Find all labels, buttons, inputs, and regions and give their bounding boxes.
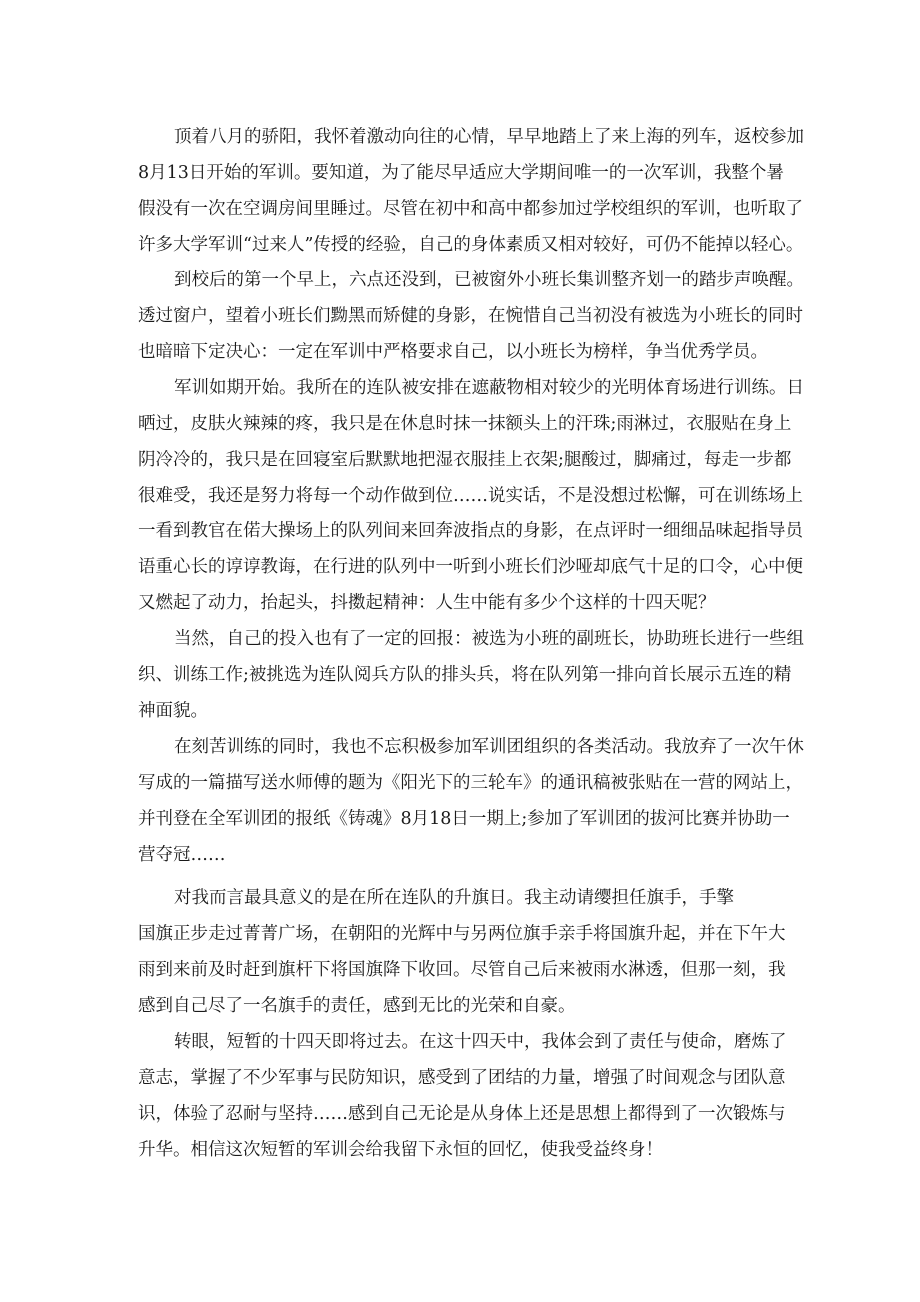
text-line: 写成的一篇描写送水师傅的题为《阳光下的三轮车》的通讯稿被张贴在一营的网站上， — [138, 773, 803, 793]
text-line: 意志，掌握了不少军事与民防知识，感受到了团结的力量，增强了时间观念与团队意 — [138, 1068, 786, 1088]
text-line: 对我而言最具意义的是在所在连队的升旗日。我主动请缨担任旗手，手擎 — [174, 888, 734, 908]
text-line: 阴冷冷的，我只是在回寝室后默默地把湿衣服挂上衣架;腿酸过，脚痛过，每走一步都 — [138, 450, 792, 470]
text-line: 织、训练工作;被挑选为连队阅兵方队的排头兵，将在队列第一排向首长展示五连的精 — [138, 665, 792, 685]
text-line: 8月13日开始的军训。要知道，为了能尽早适应大学期间唯一的一次军训，我整个暑 — [138, 163, 784, 183]
text-line: 转眼，短暂的十四天即将过去。在这十四天中，我体会到了责任与使命，磨炼了 — [174, 1032, 787, 1052]
text-line: 识，体验了忍耐与坚持……感到自己无论是从身体上还是思想上都得到了一次锻炼与 — [138, 1104, 786, 1124]
text-line: 到校后的第一个早上，六点还没到，已被窗外小班长集训整齐划一的踏步声唤醒。 — [174, 270, 804, 290]
text-line: 升华。相信这次短暂的军训会给我留下永恒的回忆，使我受益终身！ — [138, 1140, 663, 1160]
text-line: 一看到教官在偌大操场上的队列间来回奔波指点的身影，在点评时一细细品味起指导员 — [138, 521, 803, 541]
text-line: 很难受，我还是努力将每一个动作做到位……说实话，不是没想过松懈，可在训练场上 — [138, 486, 803, 506]
text-line: 军训如期开始。我所在的连队被安排在遮蔽物相对较少的光明体育场进行训练。日 — [174, 378, 804, 398]
text-line: 透过窗户，望着小班长们黝黑而矫健的身影，在惋惜自己当初没有被选为小班长的同时 — [138, 306, 803, 326]
text-line: 神面貌。 — [138, 701, 208, 721]
text-line: 国旗正步走过菁菁广场，在朝阳的光辉中与另两位旗手亲手将国旗升起，并在下午大 — [138, 924, 786, 944]
text-line: 晒过，皮肤火辣辣的疼，我只是在休息时抹一抹额头上的汗珠;雨淋过，衣服贴在身上 — [138, 414, 792, 434]
text-line: 假没有一次在空调房间里睡过。尽管在初中和高中都参加过学校组织的军训，也听取了 — [138, 199, 803, 219]
text-line: 并刊登在全军训团的报纸《铸魂》8月18日一期上;参加了军训团的拔河比赛并协助一 — [138, 809, 790, 829]
text-line: 顶着八月的骄阳，我怀着激动向往的心情，早早地踏上了来上海的列车，返校参加 — [174, 127, 804, 147]
text-line: 雨到来前及时赶到旗杆下将国旗降下收回。尽管自己后来被雨水淋透，但那一刻，我 — [138, 960, 786, 980]
text-line: 语重心长的谆谆教诲，在行进的队列中一听到小班长们沙哑却底气十足的口令，心中便 — [138, 557, 803, 577]
text-line: 当然，自己的投入也有了一定的回报：被选为小班的副班长，协助班长进行一些组 — [174, 629, 804, 649]
text-line: 在刻苦训练的同时，我也不忘积极参加军训团组织的各类活动。我放弃了一次午休 — [174, 737, 804, 757]
text-line: 感到自己尽了一名旗手的责任，感到无比的光荣和自豪。 — [138, 996, 576, 1016]
text-line: 又燃起了动力，抬起头，抖擞起精神：人生中能有多少个这样的十四天呢？ — [138, 593, 716, 613]
text-line: 许多大学军训“过来人”传授的经验，自己的身体素质又相对较好，可仍不能掉以轻心。 — [138, 235, 804, 255]
text-line: 营夺冠…… — [138, 845, 226, 865]
text-line: 也暗暗下定决心：一定在军训中严格要求自己，以小班长为榜样，争当优秀学员。 — [138, 342, 768, 362]
